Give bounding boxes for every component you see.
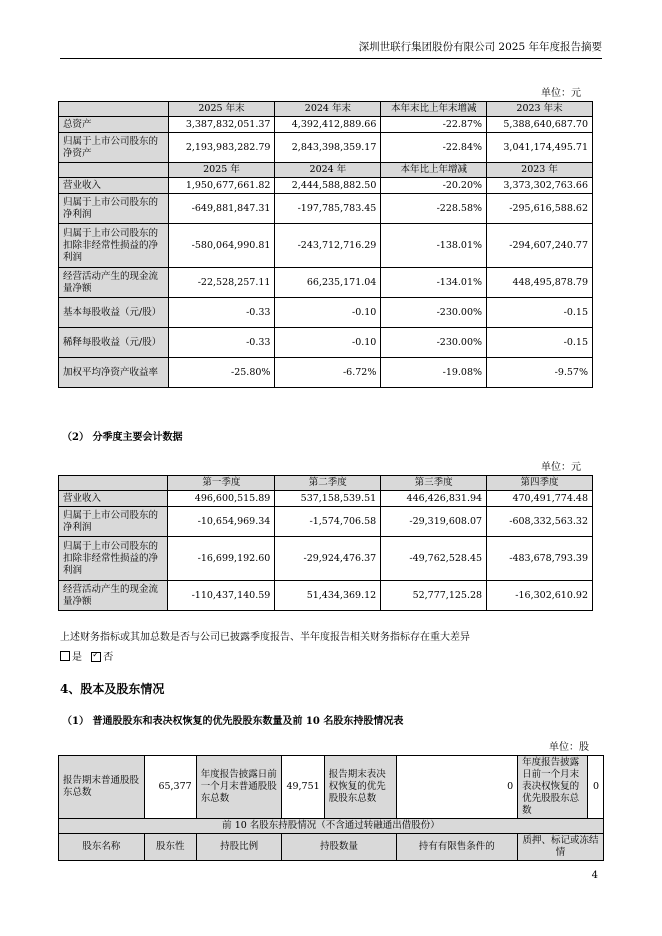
- preferred-total-value: 0: [396, 756, 518, 819]
- no-label: 否: [103, 652, 114, 663]
- shareholders-table: [58, 755, 604, 861]
- row-label: 总资产: [59, 117, 169, 133]
- preferred-prior-month-label: 年度报告披露日前一个月末表决权恢复的优先股股东总数: [518, 756, 588, 819]
- row-value: 3,373,302,763.66: [487, 178, 593, 194]
- row-label: 归属于上市公司股东的净利润: [59, 194, 169, 224]
- table-row: [59, 117, 593, 133]
- top10-heading: 前 10 名股东持股情况（不含通过转融通出借股份）: [59, 819, 604, 834]
- header-cell: 本年末比上年末增减: [381, 102, 487, 117]
- unit-label-3: 单位：股: [549, 742, 589, 753]
- row-label: 基本每股收益（元/股）: [59, 298, 169, 328]
- row-label: 营业收入: [59, 491, 168, 507]
- header-cell: 第一季度: [168, 476, 275, 491]
- annual-data-table: [58, 101, 593, 388]
- header-cell: 2023 年末: [487, 102, 593, 117]
- row-value: -649,881,847.31: [168, 194, 275, 224]
- row-value: 470,491,774.48: [487, 491, 593, 507]
- row-value: -230.00%: [381, 298, 487, 328]
- row-value: -20.20%: [381, 178, 487, 194]
- table-header-row: [59, 476, 593, 491]
- table-row: [59, 358, 593, 388]
- row-value: -294,607,240.77: [487, 224, 593, 268]
- row-value: -29,319,608.07: [381, 507, 487, 537]
- quarterly-section-title: （2） 分季度主要会计数据: [62, 432, 183, 443]
- row-label: 营业收入: [59, 178, 169, 194]
- header-cell: 本年比上年增减: [381, 163, 487, 178]
- page-header: [60, 36, 602, 59]
- header-cell: 2025 年: [168, 163, 275, 178]
- row-label: 归属于上市公司股东的净利润: [59, 507, 168, 537]
- table-row: [59, 537, 593, 581]
- preferred-prior-month-value: 0: [587, 756, 603, 819]
- row-value: -22.84%: [381, 133, 487, 163]
- header-cell: 2024 年: [275, 163, 381, 178]
- col-holder-type: 股东性: [144, 834, 196, 861]
- diff-answer: [60, 648, 113, 663]
- row-value: 2,843,398,359.17: [275, 133, 381, 163]
- row-value: -138.01%: [381, 224, 487, 268]
- row-value: -0.15: [487, 298, 593, 328]
- row-value: -6.72%: [275, 358, 381, 388]
- row-label: 归属于上市公司股东的扣除非经常性损益的净利润: [59, 224, 169, 268]
- table-row: [59, 328, 593, 358]
- row-value: 66,235,171.04: [275, 268, 381, 298]
- row-value: -9.57%: [487, 358, 593, 388]
- row-value: 2,193,983,282.79: [168, 133, 275, 163]
- row-value: 537,158,539.51: [275, 491, 381, 507]
- table-row: [59, 268, 593, 298]
- col-holding-amount: 持股数量: [282, 834, 396, 861]
- row-label: 归属于上市公司股东的扣除非经常性损益的净利润: [59, 537, 168, 581]
- unit-label-1: 单位：元: [541, 88, 581, 99]
- row-value: -243,712,716.29: [275, 224, 381, 268]
- table-header-row: [59, 102, 593, 117]
- row-value: -0.33: [168, 298, 275, 328]
- holders-total-value: 65,377: [144, 756, 196, 819]
- row-value: -0.10: [275, 328, 381, 358]
- row-value: 5,388,640,687.70: [487, 117, 593, 133]
- preferred-total-label: 报告期末表决权恢复的优先股股东总数: [324, 756, 396, 819]
- row-label: 归属于上市公司股东的净资产: [59, 133, 169, 163]
- row-value: -19.08%: [381, 358, 487, 388]
- row-value: -16,699,192.60: [168, 537, 275, 581]
- row-value: 2,444,588,882.50: [275, 178, 381, 194]
- row-value: 3,041,174,495.71: [487, 133, 593, 163]
- header-cell: [59, 163, 169, 178]
- header-cell: 2023 年: [487, 163, 593, 178]
- row-value: 52,777,125.28: [381, 581, 487, 611]
- row-value: 3,387,832,051.37: [168, 117, 275, 133]
- row-value: 4,392,412,889.66: [275, 117, 381, 133]
- row-value: -197,785,783.45: [275, 194, 381, 224]
- row-label: 稀释每股收益（元/股）: [59, 328, 169, 358]
- row-value: 496,600,515.89: [168, 491, 275, 507]
- header-title: 深圳世联行集团股份有限公司 2025 年年度报告摘要: [358, 41, 602, 53]
- col-holder-name: 股东名称: [59, 834, 145, 861]
- row-value: -22.87%: [381, 117, 487, 133]
- table-row: [59, 224, 593, 268]
- row-value: -10,654,969.34: [168, 507, 275, 537]
- shareholders-section-title: 4、股本及股东情况: [60, 682, 165, 696]
- row-label: 加权平均净资产收益率: [59, 358, 169, 388]
- header-cell: 第二季度: [275, 476, 381, 491]
- col-restricted: 持有有限售条件的: [396, 834, 518, 861]
- unit-label-2: 单位：元: [541, 462, 581, 473]
- holders-prior-month-value: 49,751: [282, 756, 324, 819]
- row-label: 经营活动产生的现金流量净额: [59, 581, 168, 611]
- row-value: -483,678,793.39: [487, 537, 593, 581]
- holders-prior-month-label: 年度报告披露日前一个月末普通股股东总数: [196, 756, 282, 819]
- row-value: 448,495,878.79: [487, 268, 593, 298]
- diff-note: 上述财务指标或其加总数是否与公司已披露季度报告、半年度报告相关财务指标存在重大差异: [60, 632, 470, 643]
- row-value: -608,332,563.32: [487, 507, 593, 537]
- table-row: [59, 194, 593, 224]
- top10-section-title: （1） 普通股股东和表决权恢复的优先股股东数量及前 10 名股东持股情况表: [62, 716, 404, 727]
- col-pledged: 质押、标记或冻结情: [518, 834, 604, 861]
- table-row: [59, 298, 593, 328]
- row-value: -134.01%: [381, 268, 487, 298]
- header-cell: 第四季度: [487, 476, 593, 491]
- row-value: 51,434,369.12: [275, 581, 381, 611]
- row-value: -580,064,990.81: [168, 224, 275, 268]
- table-row: [59, 581, 593, 611]
- row-value: -230.00%: [381, 328, 487, 358]
- row-value: -16,302,610.92: [487, 581, 593, 611]
- header-cell: [59, 476, 168, 491]
- quarterly-data-table: [58, 475, 593, 611]
- row-value: -1,574,706.58: [275, 507, 381, 537]
- holders-total-label: 报告期末普通股股东总数: [59, 756, 145, 819]
- table-row: [59, 491, 593, 507]
- header-cell: 第三季度: [381, 476, 487, 491]
- header-cell: [59, 102, 169, 117]
- row-value: -25.80%: [168, 358, 275, 388]
- row-value: 1,950,677,661.82: [168, 178, 275, 194]
- row-value: -0.15: [487, 328, 593, 358]
- row-value: -49,762,528.45: [381, 537, 487, 581]
- table-row: [59, 178, 593, 194]
- table-header-row: [59, 163, 593, 178]
- row-label: 经营活动产生的现金流量净额: [59, 268, 169, 298]
- page-number: 4: [591, 870, 598, 881]
- row-value: -0.33: [168, 328, 275, 358]
- table-row: [59, 133, 593, 163]
- row-value: -29,924,476.37: [275, 537, 381, 581]
- row-value: -110,437,140.59: [168, 581, 275, 611]
- row-value: -228.58%: [381, 194, 487, 224]
- yes-label: 是: [72, 652, 82, 663]
- header-cell: 2024 年末: [275, 102, 381, 117]
- no-checkbox: [91, 652, 101, 662]
- row-value: -295,616,588.62: [487, 194, 593, 224]
- table-row: [59, 507, 593, 537]
- yes-checkbox: [60, 651, 70, 661]
- col-holding-ratio: 持股比例: [196, 834, 282, 861]
- row-value: -22,528,257.11: [168, 268, 275, 298]
- row-value: -0.10: [275, 298, 381, 328]
- header-cell: 2025 年末: [168, 102, 275, 117]
- row-value: 446,426,831.94: [381, 491, 487, 507]
